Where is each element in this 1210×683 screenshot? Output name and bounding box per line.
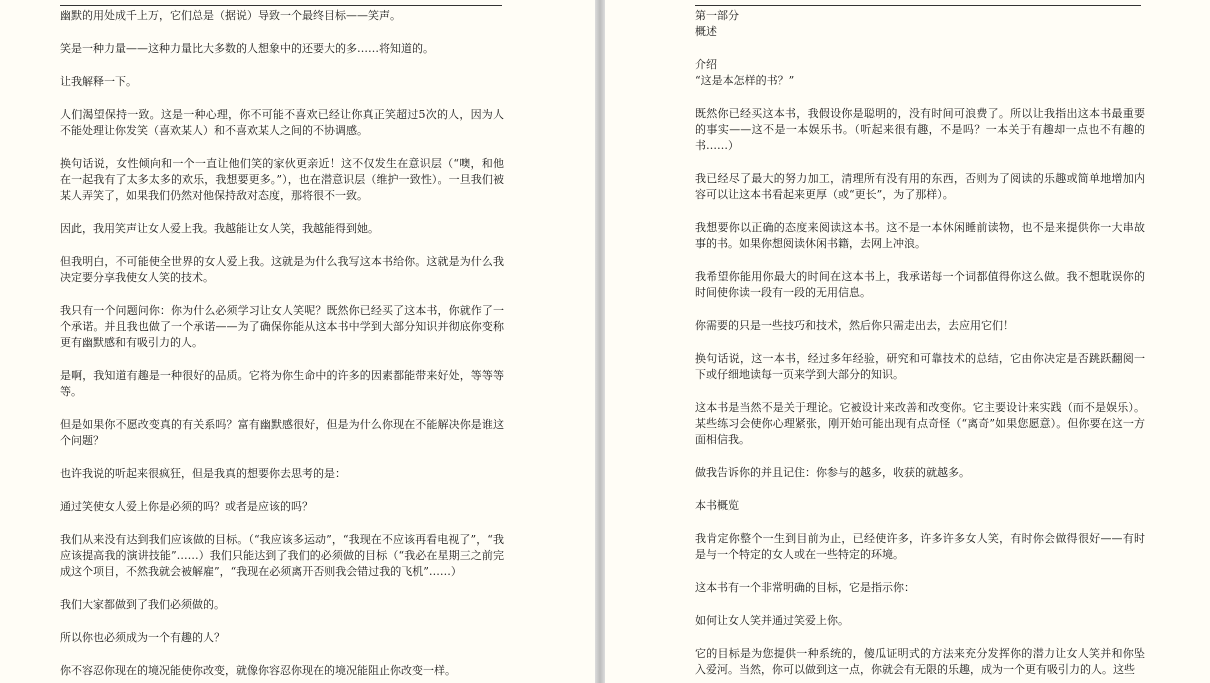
paragraph: 我想要你以正确的态度来阅读这本书。这不是一本休闲睡前读物，也不是来提供你一大串故事的书。如果你想阅读休闲书籍，去网上冲浪。 xyxy=(695,221,1145,250)
paragraph: 我肯定你整个一生到目前为止，已经使许多，许多许多女人笑，有时你会做得很好——有时是与一个特定的女人或在一些特定的环境。 xyxy=(695,532,1145,561)
paragraph: 我只有一个问题问你：你为什么必须学习让女人笑呢？既然你已经买了这本书，你就作了一个承诺。并且我也做了一个承诺——为了确保你能从这本书中学到大部分知识并彻底你变称更有幽默感和有吸引力的人。 xyxy=(60,304,504,349)
paragraph: 换句话说，女性倾向和一个一直让他们笑的家伙更亲近！这不仅发生在意识层（“噢，和他在一起我有了太多太多的欢乐，我想要更多。”），也在潜意识层（维护一致性）。一旦我们被某人弄笑了，如果我们仍然对他保持敌对态度，那将很不一致。 xyxy=(60,157,504,202)
paragraph: 我们大家都做到了我们必须做的。 xyxy=(60,598,225,611)
paragraph: 如何让女人笑并通过笑爱上你。 xyxy=(695,614,849,627)
paragraph: 因此，我用笑声让女人爱上我。我越能让女人笑，我越能得到她。 xyxy=(60,222,379,235)
right-page-text xyxy=(695,8,1145,683)
paragraph: 你需要的只是一些技巧和技术，然后你只需走出去，去应用它们！ xyxy=(695,319,1014,332)
top-rule xyxy=(60,5,502,6)
paragraph: 我希望你能用你最大的时间在这本书上，我承诺每一个词都值得你这么做。我不想耽误你的时间使你读一段有一段的无用信息。 xyxy=(695,270,1145,299)
intro-subtitle: “这是本怎样的书？” xyxy=(695,74,795,87)
paragraph: 笑是一种力量——这种力量比大多数的人想象中的还要大的多……将知道的。 xyxy=(60,42,434,55)
paragraph: 这本书是当然不是关于理论。它被设计来改善和改变你。它主要设计来实践（而不是娱乐）。某些练习会使你心理紧张，刚开始可能出现有点奇怪（“离奇”如果您愿意）。但你要在这一方面相信我。 xyxy=(695,401,1145,446)
part-title: 概述 xyxy=(695,25,717,38)
part-label: 第一部分 xyxy=(695,9,739,22)
paragraph: 它的目标是为您提供一种系统的，傻瓜证明式的方法来充分发挥你的潜力让女人笑并和你坠入爱河。当然，你可以做到这一点，你就会有无限的乐趣，成为一个更有吸引力的人。这些 xyxy=(695,647,1145,676)
paragraph: 幽默的用处成千上万，它们总是（据说）导致一个最终目标——笑声。 xyxy=(60,9,401,22)
paragraph: 让我解释一下。 xyxy=(60,75,137,88)
paragraph: 但我明白，不可能使全世界的女人爱上我。这就是为什么我写这本书给你。这就是为什么我决定要分享我使女人笑的技术。 xyxy=(60,255,504,284)
paragraph: 所以你也必须成为一个有趣的人？ xyxy=(60,631,225,644)
left-page xyxy=(0,0,595,683)
paragraph: 我们从来没有达到我们应该做的目标。（“我应该多运动”，“我现在不应该再看电视了”，“我应该提高我的演讲技能”……）我们只能达到了我们的必须做的目标（“我必在星期三之前完成这个项目，不然我就会被解雇”，“我现在必须离开否则我会错过我的飞机”……） xyxy=(60,533,504,578)
paragraph: 换句话说，这一本书，经过多年经验，研究和可靠技术的总结，它由你决定是否跳跃翻阅一下或仔细地读每一页来学到大部分的知识。 xyxy=(695,352,1145,381)
top-rule xyxy=(695,5,1141,6)
left-page-text xyxy=(60,8,504,683)
overview-heading: 本书概览 xyxy=(695,499,739,512)
paragraph: 是啊，我知道有趣是一种很好的品质。它将为你生命中的许多的因素都能带来好处，等等等等。 xyxy=(60,369,504,398)
paragraph: 做我告诉你的并且记住：你参与的越多，收获的就越多。 xyxy=(695,466,970,479)
paragraph: 人们渴望保持一致。这是一种心理，你不可能不喜欢已经让你真正笑超过5次的人，因为人不能处理让你发笑（喜欢某人）和不喜欢某人之间的不协调感。 xyxy=(60,108,504,137)
paragraph: 但是如果你不愿改变真的有关系吗？富有幽默感很好，但是为什么你现在不能解决你是谁这个问题？ xyxy=(60,418,504,447)
paragraph: 这本书有一个非常明确的目标，它是指示你： xyxy=(695,581,915,594)
intro-heading: 介绍 xyxy=(695,58,717,71)
paragraph: 既然你已经买这本书，我假设你是聪明的，没有时间可浪费了。所以让我指出这本书最重要的事实——这不是一本娱乐书。（听起来很有趣，不是吗？一本关于有趣却一点也不有趣的书……） xyxy=(695,107,1145,152)
paragraph: 你不容忍你现在的境况能使你改变，就像你容忍你现在的境况能阻止你改变一样。 xyxy=(60,664,456,677)
paragraph: 也许我说的听起来很疯狂，但是我真的想要你去思考的是： xyxy=(60,467,346,480)
page-gutter xyxy=(595,0,605,683)
paragraph: 我已经尽了最大的努力加工，清理所有没有用的东西，否则为了阅读的乐趣或简单地增加内容可以让这本书看起来更厚（或“更长”，为了那样）。 xyxy=(695,172,1145,201)
right-page xyxy=(605,0,1210,683)
paragraph: 通过笑使女人爱上你是必须的吗？或者是应该的吗？ xyxy=(60,500,313,513)
